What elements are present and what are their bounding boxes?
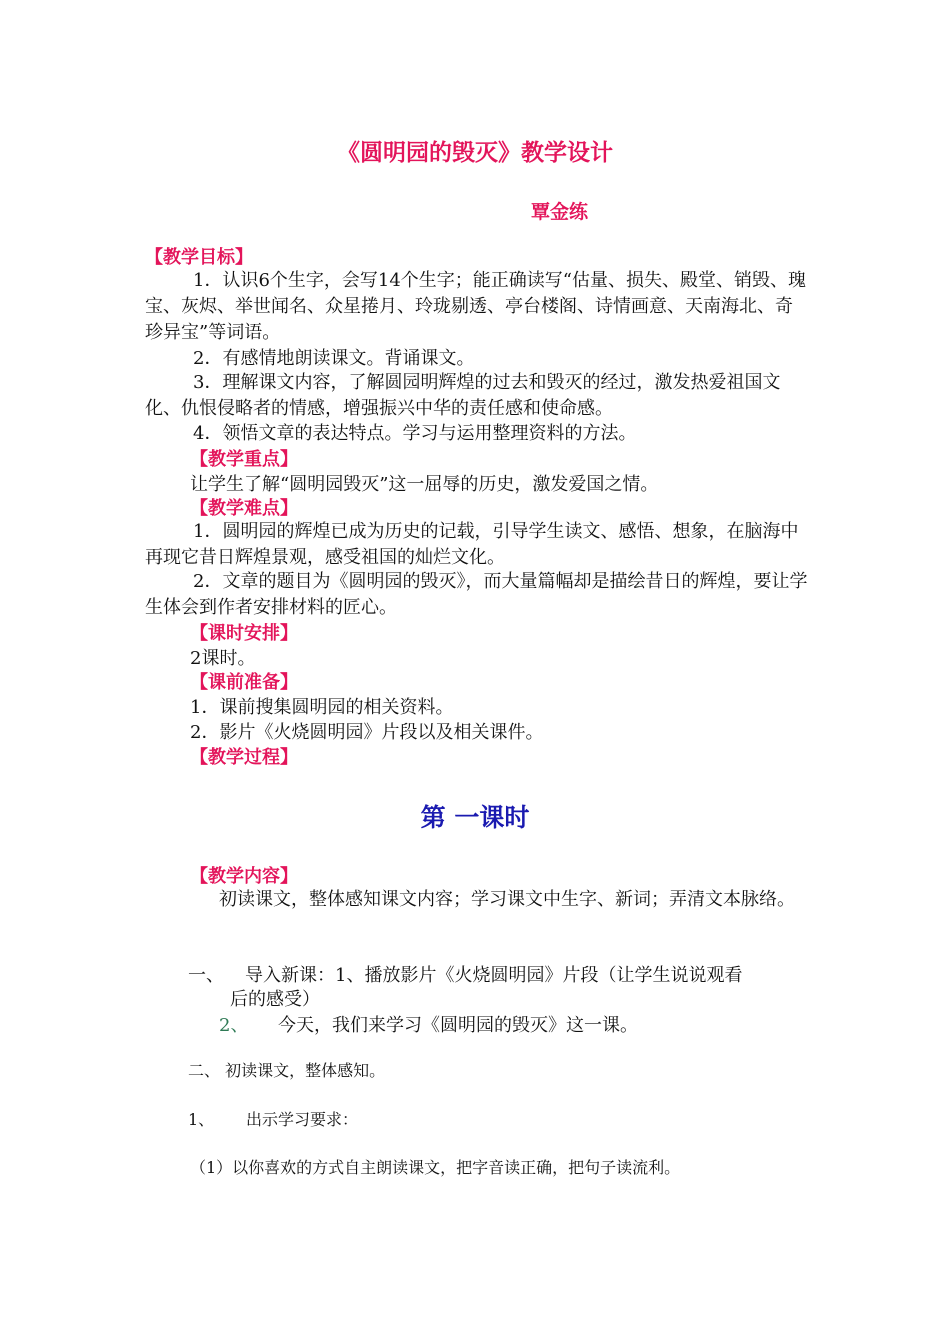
section-heading-goals: 【教学目标】 [145,247,253,268]
prep-item-2: 2．影片《火烧圆明园》片段以及相关课件。 [190,722,544,743]
author-name: 覃金练 [531,201,589,223]
section-heading-key: 【教学重点】 [190,449,298,470]
requirement-item-1: （1）以你喜欢的方式自主朗读课文，把字音读正确，把句子读流利。 [190,1158,681,1177]
difficulty-2: 2．文章的题目为《圆明园的毁灭》，而大量篇幅却是描绘昔日的辉煌，要让学生体会到作者安排材料的匠心。 [145,571,808,618]
section-heading-schedule: 【课时安排】 [190,623,298,644]
goal-3: 3．理解课文内容，了解圆园明辉煌的过去和毁灭的经过，激发热爱祖国文化、仇恨侵略者的情感，增强振兴中华的责任感和使命感。 [145,372,781,419]
requirement-number: 1、 [188,1110,215,1129]
step-1b-text: 今天，我们来学习《圆明园的毁灭》这一课。 [278,1015,638,1036]
document-title: 《圆明园的毁灭》教学设计 [337,140,613,166]
lesson-title: 第 一课时 [420,803,530,832]
prep-item-1: 1．课前搜集圆明园的相关资料。 [190,697,454,718]
section-heading-content: 【教学内容】 [190,866,298,887]
step-1b-number: 2、 [219,1015,249,1036]
requirement-text: 出示学习要求： [246,1110,359,1129]
goal-4: 4．领悟文章的表达特点。学习与运用整理资料的方法。 [193,423,637,444]
goal-1: 1．认识6个生字，会写14个生字；能正确读写“估量、损失、殿堂、销毁、瑰宝、灰烬、举世闻名、众星捲月、玲珑剔透、亭台楼阁、诗情画意、天南海北、奇珍异宝”等词语。 [145,270,807,343]
section-heading-process: 【教学过程】 [190,747,298,768]
step-1-text: 导入新课：1、播放影片《火烧圆明园》片段（让学生说说观看 [245,965,743,986]
step-2: 二、 初读课文，整体感知。 [188,1061,386,1080]
step-1-number: 一、 [188,965,224,986]
key-point-text: 让学生了解“圆明园毁灭”这一屈辱的历史，激发爱国之情。 [190,474,659,495]
content-text: 初读课文，整体感知课文内容；学习课文中生字、新词；弄清文本脉络。 [219,889,795,910]
goal-2: 2．有感情地朗读课文。背诵课文。 [193,348,475,369]
schedule-text: 2课时。 [190,648,256,669]
step-1-continuation: 后的感受） [230,989,320,1010]
section-heading-prep: 【课前准备】 [190,672,298,693]
section-heading-difficulty: 【教学难点】 [190,498,298,519]
difficulty-1: 1．圆明园的辉煌已成为历史的记载，引导学生读文、感悟、想象，在脑海中再现它昔日辉煌景观，感受祖国的灿烂文化。 [145,521,799,568]
